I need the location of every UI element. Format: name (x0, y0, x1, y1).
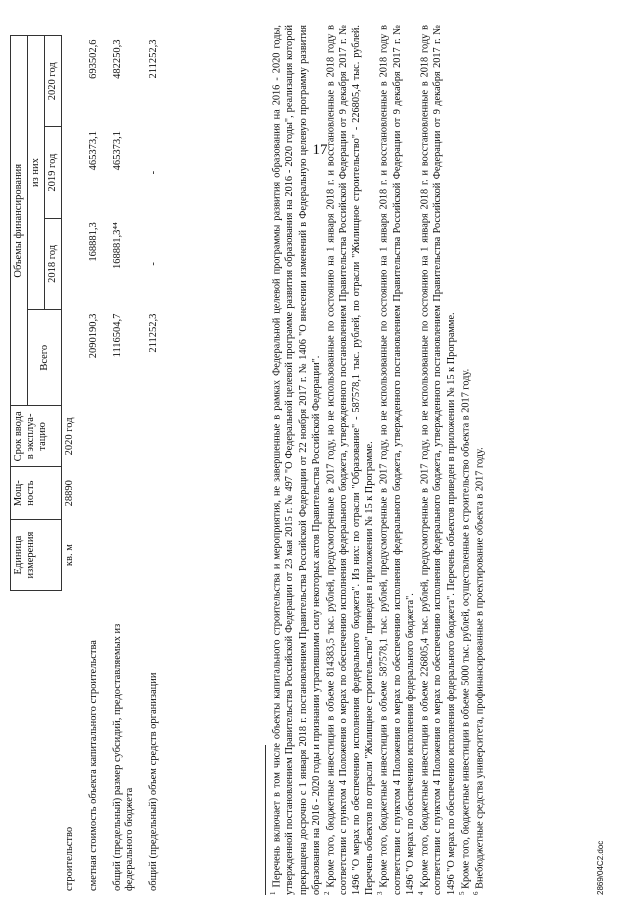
table-row (62, 36, 79, 896)
row-name: общий (предельный) размер субсидий, предоставляемых из федерального бюджета (112, 623, 136, 891)
row-2020: 482250,3 (112, 39, 124, 79)
row-2019 (62, 127, 79, 218)
row-total (62, 310, 79, 406)
row-name: общий (предельный) объем средств организации (148, 672, 160, 891)
header-2018: 2018 год (45, 218, 62, 309)
footnote-3: $^3$ Кроме того, бюджетные инвестиции в объеме 587578,1 тыс. рублей, предусмотренные в 2017 году, но не использованные по состоянию на 1 января 2018 г. и восстановленные в 2018 году в соответствии с пунктом 4 Положения о мерах по обеспечению исполнения федерального бюджета, утвержденного постановлением Правительства Российской Федерации от 9 декабря 2017 г. № 1496 "О мерах по обеспечению исполнения федерального бюджета". (376, 25, 416, 895)
row-2020 (62, 36, 79, 127)
row-2018: - (148, 262, 160, 266)
header-capacity: Мощ-ность (11, 467, 62, 520)
row-2018: 168881,3⁴⁴ (112, 222, 124, 269)
footnote-6: $^6$ Внебюджетные средства университета, профинансированные в проектирование объекта в 2017 году. (472, 447, 486, 895)
document-code: 2869/04C2.doc (596, 840, 605, 895)
footnote-1: $^1$ Перечень включает в том числе объекты капитального строительства и мероприятия, не завершенные в рамках Федеральной целевой программы развития образования на 2016 - 2020 годы, утвержденной постановлением Правительства Российской Федерации от 23 мая 2015 г. № 497 "О Федеральной целевой программе развития образования на 2016 - 2020 годы", реализация которой прекращена досрочно с 1 января 2018 г. постановлением Правительства Российской Федерации от 22 ноября 2017 г. № 1406 "О внесении изменений в Федеральную целевую программу развития образования на 2016 - 2020 годы и признании утратившими силу некоторых актов Правительства Российской Федерации". (269, 25, 322, 895)
row-2018: 168881,3 (88, 222, 100, 262)
footnotes (265, 25, 487, 895)
row-total: 2090190,3 (88, 313, 100, 359)
row-2019: 465373,1 (112, 130, 124, 171)
financing-table (10, 35, 163, 895)
row-name: сметная стоимость объекта капитального строительства (88, 640, 100, 891)
footnote-4: $^4$ Кроме того, бюджетные инвестиции в объеме 226805,4 тыс. рублей, предусмотренные в 2017 году, но не использованные по состоянию на 1 января 2018 г. и восстановленные в 2018 году в соответствии с пунктом 4 Положения о мерах по обеспечению исполнения федерального бюджета, утвержденного постановлением Правительства Российской Федерации от 9 декабря 2017 г. № 1496 "О мерах по обеспечению исполнения федерального бюджета". Перечень объектов приведен в приложении № 15 к Программе. (416, 25, 457, 895)
row-2019: 465373,1 (88, 130, 100, 171)
footnote-5: $^5$ Кроме того, бюджетные инвестиции в объеме 5000 тыс. рублей, осуществленные в строительство объекта в 2017 году. (457, 368, 471, 895)
row-total: 1116504,7 (112, 313, 124, 358)
table-row (78, 36, 102, 896)
table-row (102, 36, 138, 896)
row-2020: 693502,6 (88, 39, 100, 79)
header-funding: Объемы финансирования (11, 36, 28, 406)
rotated-page (0, 15, 620, 895)
footnote-2: $^2$ Кроме того, бюджетные инвестиции в объеме 814383,5 тыс. рублей, предусмотренные в 2017 году, но не использованные по состоянию на 1 января 2018 г. и восстановленные в 2018 году в соответствии с пунктом 4 Положения о мерах по обеспечению исполнения федерального бюджета, утвержденного постановлением Правительства Российской Федерации от 9 декабря 2017 г. № 1496 "О мерах по обеспечению исполнения федерального бюджета". Из них: по отрасли "Образование" - 587578,1 тыс. рублей, по отрасли "Жилищное строительство" - 226805,4 тыс. рублей. Перечень объектов по отрасли "Жилищное строительство" приведен в приложении № 15 к Программе. (322, 25, 376, 895)
row-2019: - (148, 170, 160, 175)
row-unit: кв. м (64, 544, 76, 567)
header-commission: Срок ввода в эксплуа-тацию (11, 406, 62, 467)
row-2020: 211252,3 (148, 39, 160, 79)
row-commission: 2020 год (64, 417, 76, 456)
row-capacity: 28890 (64, 480, 76, 507)
row-name: строительство (63, 826, 75, 891)
header-2020: 2020 год (45, 36, 62, 127)
table-row (138, 36, 162, 896)
header-of-which: из них (28, 36, 45, 310)
header-unit: Единица измерения (11, 520, 62, 591)
row-total: 211252,3 (148, 313, 160, 353)
row-2018 (62, 218, 79, 309)
header-total: Всего (28, 310, 62, 406)
page-number: 17 (312, 142, 328, 158)
header-2019: 2019 год (45, 127, 62, 218)
